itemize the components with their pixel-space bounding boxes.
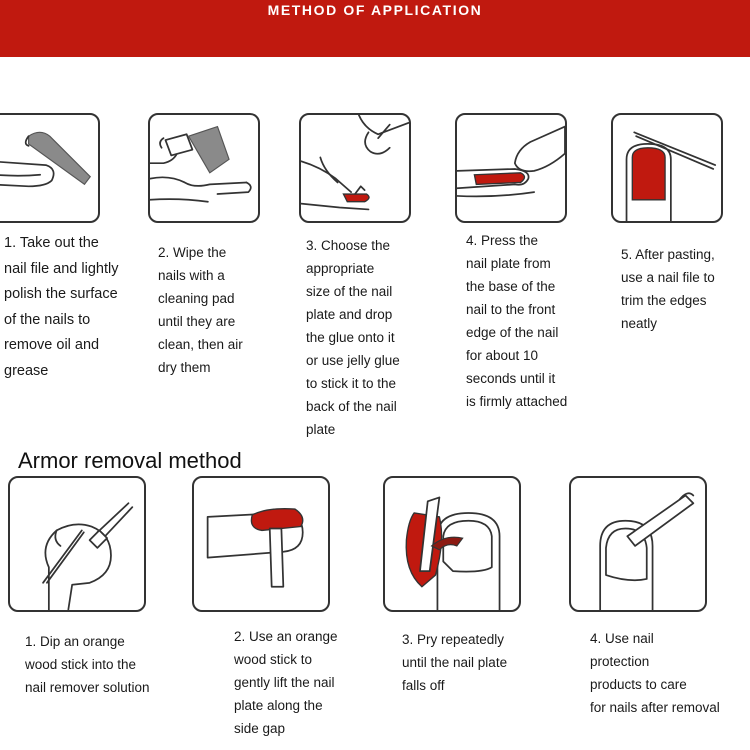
step-5-illustration [611, 113, 723, 223]
removal-3-illustration [383, 476, 521, 612]
press-nail-icon [457, 115, 565, 221]
step-1-illustration [0, 113, 100, 223]
step-2-text: 2. Wipe the nails with a cleaning pad until they are clean, then air dry them [158, 245, 243, 375]
nail-care-icon [571, 478, 705, 610]
removal-4-text: 4. Use nail protection products to care for nails after removal [590, 631, 720, 715]
pry-nail-icon [385, 478, 519, 610]
wood-stick-dip-icon [10, 478, 144, 610]
step-4-text: 4. Press the nail plate from the base of the nail to the front edge of the nail for about 10 seconds until it is firmly attached [466, 233, 568, 409]
trim-edges-icon [613, 115, 721, 221]
removal-3-text: 3. Pry repeatedly until the nail plate falls off [402, 632, 508, 693]
removal-2-text: 2. Use an orange wood stick to gently lift the nail plate along the side gap [234, 629, 338, 736]
removal-1-text: 1. Dip an orange wood stick into the nail remover solution [25, 634, 150, 695]
lift-nail-icon [194, 478, 328, 610]
step-3-text: 3. Choose the appropriate size of the nail plate and drop the glue onto it or use jelly glue to stick it to the back of the nail plate [306, 238, 400, 437]
glue-drop-icon [301, 115, 409, 221]
header-banner [0, 0, 750, 57]
step-5-text: 5. After pasting, use a nail file to trim the edges neatly [621, 247, 715, 331]
removal-section-title: Armor removal method [18, 448, 242, 473]
step-4-illustration [455, 113, 567, 223]
page-title: METHOD OF APPLICATION [267, 2, 483, 18]
cleaning-pad-icon [150, 115, 258, 221]
step-2-illustration [148, 113, 260, 223]
nail-file-icon [0, 115, 98, 221]
step-1-text: 1. Take out the nail file and lightly polish the surface of the nails to remove oil and grease [4, 235, 119, 379]
removal-1-illustration [8, 476, 146, 612]
removal-4-illustration [569, 476, 707, 612]
removal-2-illustration [192, 476, 330, 612]
step-3-illustration [299, 113, 411, 223]
